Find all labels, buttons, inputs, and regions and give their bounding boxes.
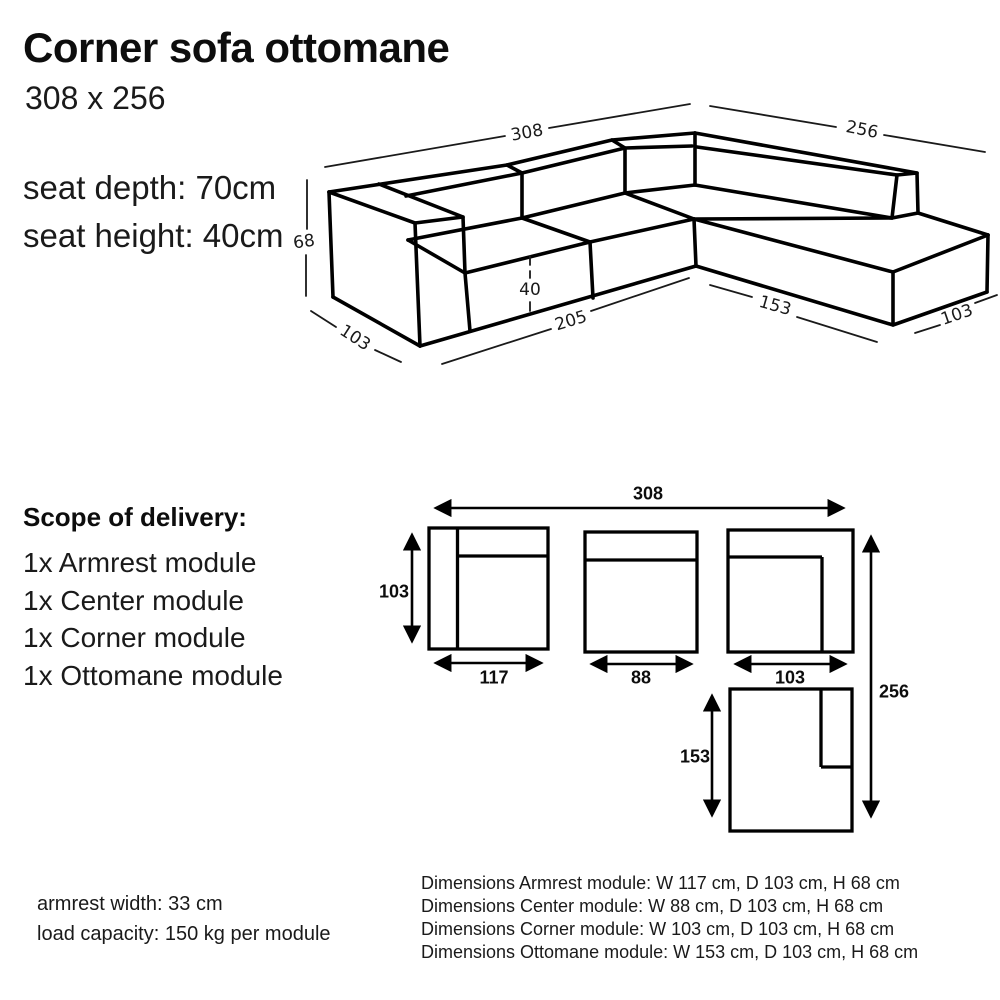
tv-dim-total-length: 256 xyxy=(878,681,910,702)
scope-heading: Scope of delivery: xyxy=(23,502,247,532)
module-dimensions-block xyxy=(421,872,918,964)
scope-item: 1x Center module xyxy=(23,584,245,616)
scope-of-delivery xyxy=(23,502,283,694)
module-dimension-line: Dimensions Corner module: W 103 cm, D 103 cm, H 68 cm xyxy=(421,919,895,939)
iso-dim-front-width: 205 xyxy=(552,306,590,336)
scope-item: 1x Corner module xyxy=(23,622,246,653)
tv-dim-ottomane-length: 153 xyxy=(679,746,711,767)
iso-dim-height: 68 xyxy=(291,230,317,254)
notes-block xyxy=(37,890,331,949)
seat-depth-text: seat depth: 70cm xyxy=(23,169,277,206)
top-view-dimension-arrows xyxy=(412,508,871,816)
iso-sofa-drawing xyxy=(329,133,988,346)
iso-dim-ottomane-length: 153 xyxy=(756,291,794,321)
tv-dim-armrest-width: 117 xyxy=(479,667,509,688)
overall-size-subtitle: 308 x 256 xyxy=(25,80,166,116)
load-capacity-note: load capacity: 150 kg per module xyxy=(37,922,331,945)
page-title: Corner sofa ottomane xyxy=(23,24,450,71)
module-dimension-line: Dimensions Ottomane module: W 153 cm, D 103 cm, H 68 cm xyxy=(421,942,919,962)
iso-dim-right-width: 256 xyxy=(844,117,880,143)
scope-item: 1x Ottomane module xyxy=(23,659,283,691)
armrest-width-note: armrest width: 33 cm xyxy=(37,893,223,915)
iso-dim-seat-height: 40 xyxy=(519,280,541,300)
tv-dim-corner-width: 103 xyxy=(774,667,806,688)
seat-specs xyxy=(23,164,284,260)
tv-dim-total-width: 308 xyxy=(632,483,664,504)
iso-dim-depth-left: 103 xyxy=(335,320,375,356)
iso-dim-depth-right: 103 xyxy=(938,300,976,330)
tv-dim-center-width: 88 xyxy=(630,667,652,688)
scope-item: 1x Armrest module xyxy=(23,547,257,578)
tv-dim-module-depth: 103 xyxy=(378,581,410,602)
seat-height-text: seat height: 40cm xyxy=(23,217,284,254)
module-dimension-line: Dimensions Armrest module: W 117 cm, D 103 cm, H 68 cm xyxy=(421,873,900,893)
iso-dim-back-width: 308 xyxy=(509,120,545,146)
module-dimension-line: Dimensions Center module: W 88 cm, D 103 cm, H 68 cm xyxy=(421,896,884,916)
